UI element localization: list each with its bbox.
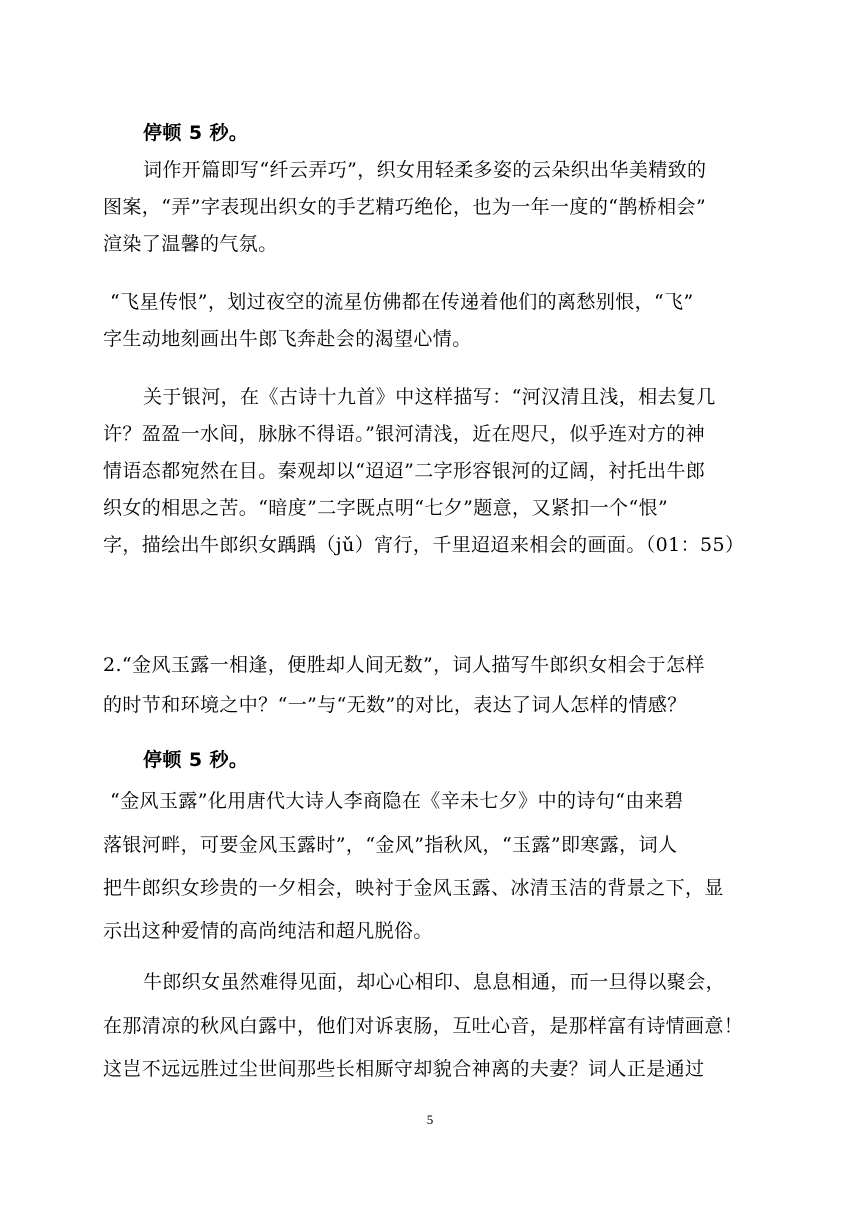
page-number: 5 xyxy=(426,1112,434,1127)
question-line: 的时节和环境之中？“一”与“无数”的对比，表达了词人怎样的情感？ xyxy=(103,694,687,716)
paragraph-line: 示出这种爱情的高尚纯洁和超凡脱俗。 xyxy=(103,920,433,942)
paragraph-line: 渲染了温馨的气氛。 xyxy=(103,233,278,255)
pause-instruction: 停顿 5 秒。 xyxy=(143,122,249,144)
paragraph-line: 牛郎织女虽然难得见面，却心心相印、息息相通，而一旦得以聚会， xyxy=(143,971,726,993)
paragraph-line: 在那清凉的秋风白露中，他们对诉衷肠，互吐心音，是那样富有诗情画意！ xyxy=(103,1015,744,1037)
pause-instruction: 停顿 5 秒。 xyxy=(143,749,249,771)
paragraph-line: 织女的相思之苦。“暗度”二字既点明“七夕”题意，又紧扣一个“恨” xyxy=(103,497,669,519)
paragraph-line: 字，描绘出牛郎织女踽踽（jǔ）宵行，千里迢迢来相会的画面。（01：55） xyxy=(103,534,745,556)
paragraph-line: 落银河畔，可要金风玉露时”，“金风”指秋风，“玉露”即寒露，词人 xyxy=(103,834,678,856)
paragraph-line: 词作开篇即写“纤云弄巧”，织女用轻柔多姿的云朵织出华美精致的 xyxy=(143,159,707,181)
paragraph-line: “飞星传恨”，划过夜空的流星仿佛都在传递着他们的离愁别恨，“飞” xyxy=(110,291,694,313)
paragraph-line: “金风玉露”化用唐代大诗人李商隐在《辛未七夕》中的诗句“由来碧 xyxy=(110,790,684,812)
paragraph-line: 字生动地刻画出牛郎飞奔赴会的渴望心情。 xyxy=(103,328,472,350)
paragraph-line: 许？盈盈一水间，脉脉不得语。”银河清浅，近在咫尺，似乎连对方的神 xyxy=(103,423,706,445)
paragraph-line: 把牛郎织女珍贵的一夕相会，映衬于金风玉露、冰清玉洁的背景之下，显 xyxy=(103,877,724,899)
paragraph-line: 关于银河，在《古诗十九首》中这样描写：“河汉清且浅，相去复几 xyxy=(143,386,716,408)
question-line: 2.“金风玉露一相逢，便胜却人间无数”，词人描写牛郎织女相会于怎样 xyxy=(103,654,705,676)
paragraph-line: 图案，“弄”字表现出织女的手艺精巧绝伦，也为一年一度的“鹊桥相会” xyxy=(103,196,707,218)
paragraph-line: 这岂不远远胜过尘世间那些长相厮守却貌合神离的夫妻？词人正是通过 xyxy=(103,1058,705,1080)
paragraph-line: 情语态都宛然在目。秦观却以“迢迢”二字形容银河的辽阔，衬托出牛郎 xyxy=(103,460,706,482)
